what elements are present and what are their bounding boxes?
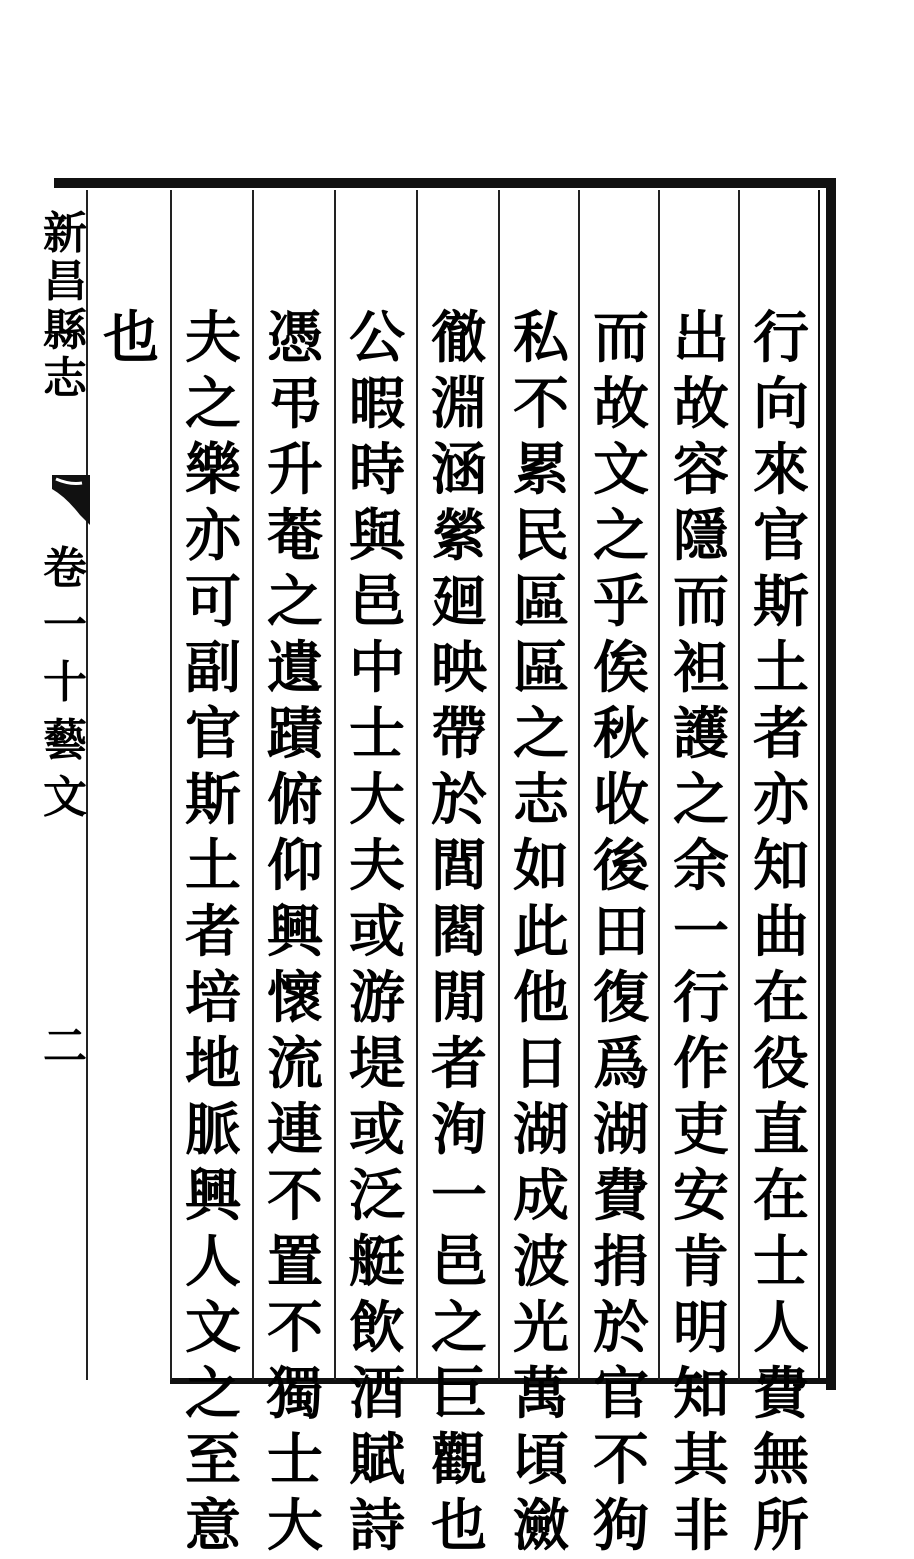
text-column	[254, 305, 336, 1559]
text-char: 直	[753, 1097, 809, 1163]
text-column	[740, 305, 822, 1559]
text-char: 役	[753, 1031, 809, 1097]
text-char: 復	[593, 965, 649, 1031]
text-char: 之	[185, 1361, 241, 1427]
text-char: 行	[753, 305, 809, 371]
text-char: 流	[267, 1031, 323, 1097]
text-char: 而	[673, 569, 729, 635]
text-char: 出	[673, 305, 729, 371]
text-char: 遺	[267, 635, 323, 701]
text-column	[580, 305, 662, 1559]
spine-section-char: 一	[43, 600, 87, 652]
text-char: 官	[753, 503, 809, 569]
text-char: 士	[753, 1229, 809, 1295]
text-char: 閻	[431, 899, 487, 965]
text-char: 獨	[267, 1361, 323, 1427]
text-char: 脈	[185, 1097, 241, 1163]
text-char: 游	[349, 965, 405, 1031]
text-char: 不	[593, 1427, 649, 1493]
text-char: 艇	[349, 1229, 405, 1295]
text-char: 邑	[349, 569, 405, 635]
text-char: 如	[513, 833, 569, 899]
text-char: 興	[185, 1163, 241, 1229]
text-char: 不	[513, 371, 569, 437]
text-char: 明	[673, 1295, 729, 1361]
text-char: 秋	[593, 701, 649, 767]
text-char: 可	[185, 569, 241, 635]
text-column	[90, 305, 172, 371]
text-char: 余	[673, 833, 729, 899]
fishtail-ornament-icon	[52, 475, 90, 525]
text-char: 費	[753, 1361, 809, 1427]
text-char: 非	[673, 1493, 729, 1559]
text-char: 飲	[349, 1295, 405, 1361]
text-char: 所	[753, 1493, 809, 1559]
text-char: 大	[349, 767, 405, 833]
text-char: 置	[267, 1229, 323, 1295]
text-char: 憑	[267, 305, 323, 371]
text-char: 萬	[513, 1361, 569, 1427]
text-char: 曲	[753, 899, 809, 965]
text-char: 費	[593, 1163, 649, 1229]
text-char: 湖	[513, 1097, 569, 1163]
text-char: 而	[593, 305, 649, 371]
text-char: 培	[185, 965, 241, 1031]
text-char: 於	[431, 767, 487, 833]
text-char: 興	[267, 899, 323, 965]
text-char: 士	[349, 701, 405, 767]
text-char: 他	[513, 965, 569, 1031]
text-char: 者	[185, 899, 241, 965]
text-char: 俟	[593, 635, 649, 701]
text-column	[336, 305, 418, 1559]
text-char: 淵	[431, 371, 487, 437]
text-char: 人	[753, 1295, 809, 1361]
text-char: 容	[673, 437, 729, 503]
text-char: 弔	[267, 371, 323, 437]
spine-section-char: 卷	[43, 543, 87, 594]
text-char: 閒	[431, 965, 487, 1031]
text-column	[172, 305, 254, 1559]
text-char: 民	[513, 503, 569, 569]
text-char: 護	[673, 701, 729, 767]
text-char: 文	[593, 437, 649, 503]
text-char: 一	[673, 899, 729, 965]
text-column	[660, 305, 742, 1559]
spine-section-char: 藝	[43, 714, 87, 766]
text-char: 斯	[753, 569, 809, 635]
text-char: 邑	[431, 1229, 487, 1295]
text-char: 者	[753, 701, 809, 767]
text-char: 土	[185, 833, 241, 899]
text-char: 在	[753, 1163, 809, 1229]
text-char: 俯	[267, 767, 323, 833]
text-char: 亦	[185, 503, 241, 569]
text-char: 乎	[593, 569, 649, 635]
text-char: 區	[513, 569, 569, 635]
text-char: 之	[593, 503, 649, 569]
text-char: 也	[431, 1493, 487, 1559]
text-char: 官	[185, 701, 241, 767]
text-char: 時	[349, 437, 405, 503]
text-char: 知	[753, 833, 809, 899]
text-char: 士	[267, 1427, 323, 1493]
text-char: 人	[185, 1229, 241, 1295]
text-char: 也	[103, 305, 159, 371]
text-char: 連	[267, 1097, 323, 1163]
text-char: 爲	[593, 1031, 649, 1097]
text-char: 賦	[349, 1427, 405, 1493]
text-char: 肯	[673, 1229, 729, 1295]
text-char: 在	[753, 965, 809, 1031]
text-char: 安	[673, 1163, 729, 1229]
text-char: 田	[593, 899, 649, 965]
spine-title-char: 昌	[43, 256, 87, 308]
text-char: 向	[753, 371, 809, 437]
text-char: 之	[185, 371, 241, 437]
text-char: 成	[513, 1163, 569, 1229]
spine-title-char: 志	[43, 353, 87, 405]
text-char: 縈	[431, 503, 487, 569]
text-char: 來	[753, 437, 809, 503]
text-char: 之	[513, 701, 569, 767]
text-char: 吏	[673, 1097, 729, 1163]
text-char: 詩	[349, 1493, 405, 1559]
text-char: 故	[593, 371, 649, 437]
spine-section	[40, 540, 90, 826]
text-char: 頃	[513, 1427, 569, 1493]
text-char: 光	[513, 1295, 569, 1361]
text-char: 區	[513, 635, 569, 701]
text-char: 斯	[185, 767, 241, 833]
text-column	[418, 305, 500, 1559]
text-char: 官	[593, 1361, 649, 1427]
text-char: 暇	[349, 371, 405, 437]
text-char: 行	[673, 965, 729, 1031]
text-char: 蹟	[267, 701, 323, 767]
text-char: 夫	[185, 305, 241, 371]
spine-title-char: 縣	[43, 304, 87, 356]
text-char: 廻	[431, 569, 487, 635]
text-char: 亦	[753, 767, 809, 833]
text-char: 志	[513, 767, 569, 833]
text-char: 樂	[185, 437, 241, 503]
text-char: 湖	[593, 1097, 649, 1163]
text-char: 無	[753, 1427, 809, 1493]
text-char: 作	[673, 1031, 729, 1097]
text-char: 地	[185, 1031, 241, 1097]
text-char: 一	[431, 1163, 487, 1229]
text-char: 文	[185, 1295, 241, 1361]
text-char: 收	[593, 767, 649, 833]
text-char: 私	[513, 305, 569, 371]
text-char: 閭	[431, 833, 487, 899]
text-char: 知	[673, 1361, 729, 1427]
text-char: 夫	[349, 833, 405, 899]
frame-right-border	[826, 178, 836, 1390]
text-char: 巨	[431, 1361, 487, 1427]
text-char: 日	[513, 1031, 569, 1097]
text-char: 者	[431, 1031, 487, 1097]
text-char: 累	[513, 437, 569, 503]
text-char: 土	[753, 635, 809, 701]
text-char: 或	[349, 1097, 405, 1163]
spine-section-char: 文	[43, 771, 87, 823]
spine-title-char: 新	[43, 208, 87, 259]
text-char: 觀	[431, 1427, 487, 1493]
text-char: 洵	[431, 1097, 487, 1163]
text-char: 升	[267, 437, 323, 503]
text-char: 副	[185, 635, 241, 701]
text-char: 映	[431, 635, 487, 701]
spine-title	[40, 210, 90, 404]
text-char: 捐	[593, 1229, 649, 1295]
text-char: 於	[593, 1295, 649, 1361]
text-char: 隱	[673, 503, 729, 569]
text-char: 大	[267, 1493, 323, 1559]
text-char: 其	[673, 1427, 729, 1493]
text-char: 意	[185, 1493, 241, 1559]
text-char: 中	[349, 635, 405, 701]
text-char: 仰	[267, 833, 323, 899]
text-char: 與	[349, 503, 405, 569]
text-char: 至	[185, 1427, 241, 1493]
text-char: 之	[673, 767, 729, 833]
text-char: 狗	[593, 1493, 649, 1559]
text-char: 徹	[431, 305, 487, 371]
text-char: 袒	[673, 635, 729, 701]
text-char: 波	[513, 1229, 569, 1295]
text-column	[500, 305, 582, 1559]
spine-section-char: 十	[43, 657, 87, 709]
text-char: 泛	[349, 1163, 405, 1229]
text-char: 之	[267, 569, 323, 635]
text-char: 堤	[349, 1031, 405, 1097]
text-char: 之	[431, 1295, 487, 1361]
text-char: 公	[349, 305, 405, 371]
text-char: 涵	[431, 437, 487, 503]
text-char: 或	[349, 899, 405, 965]
text-char: 後	[593, 833, 649, 899]
text-char: 酒	[349, 1361, 405, 1427]
text-char: 不	[267, 1295, 323, 1361]
text-char: 不	[267, 1163, 323, 1229]
text-char: 菴	[267, 503, 323, 569]
frame-top-border	[54, 178, 834, 188]
text-char: 懷	[267, 965, 323, 1031]
text-char: 帶	[431, 701, 487, 767]
text-char: 故	[673, 371, 729, 437]
text-char: 此	[513, 899, 569, 965]
text-char: 瀲	[513, 1493, 569, 1559]
folio-number: 二	[43, 1021, 87, 1072]
